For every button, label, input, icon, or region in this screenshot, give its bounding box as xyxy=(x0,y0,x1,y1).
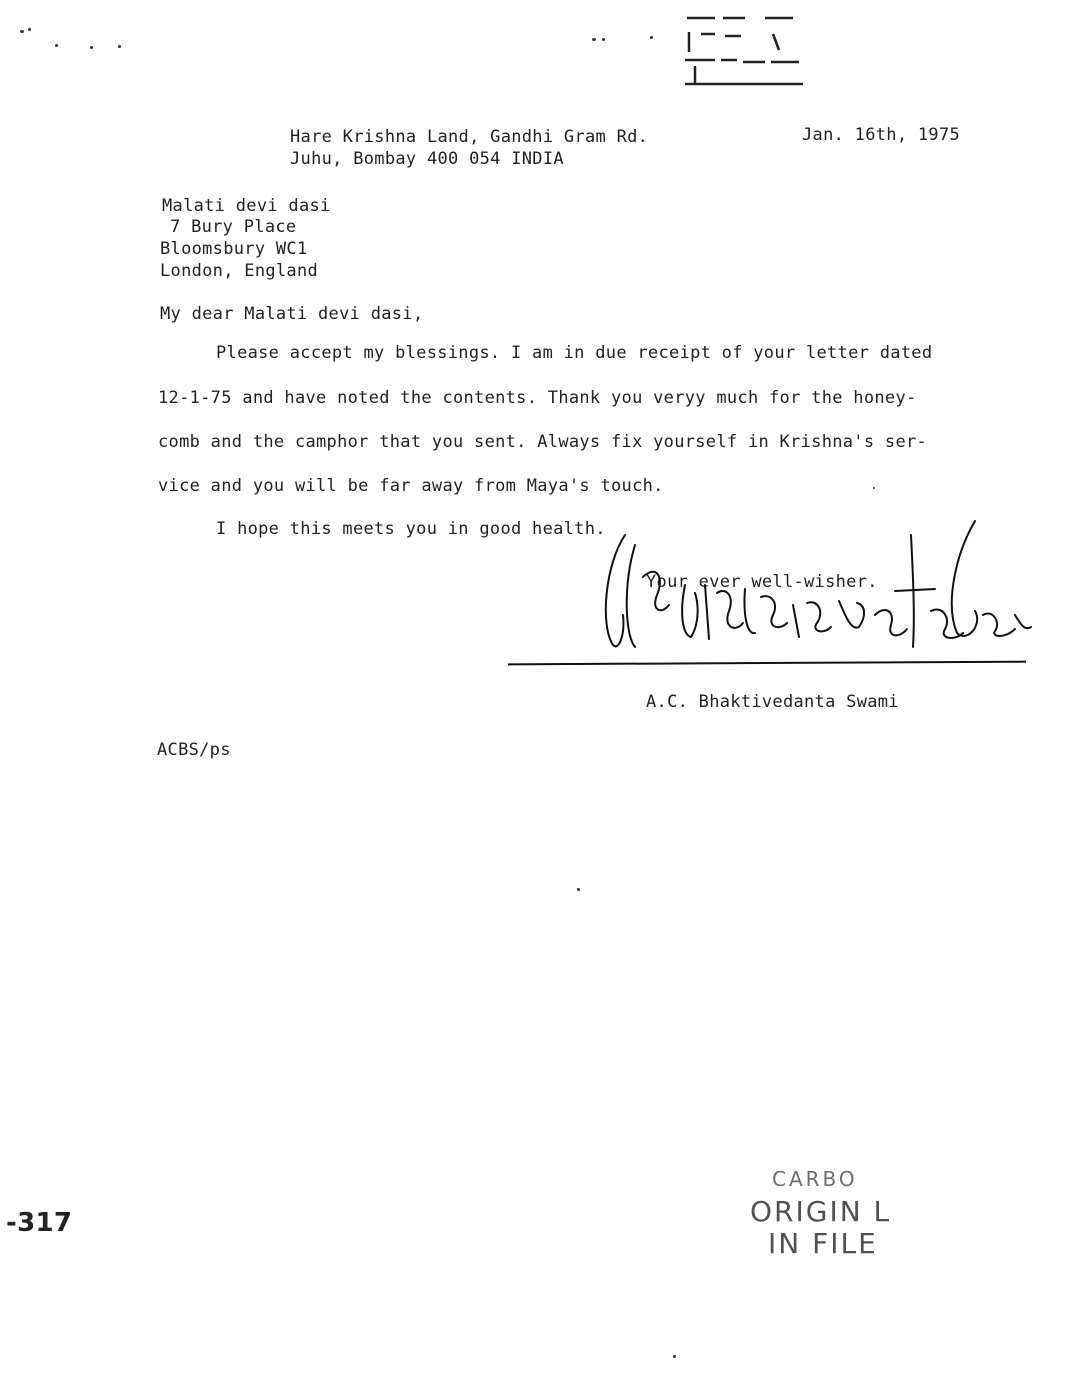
speck xyxy=(55,44,58,47)
speck xyxy=(577,888,580,891)
closing: Your ever well-wisher. xyxy=(646,572,878,592)
speck xyxy=(602,38,605,41)
letter-date: Jan. 16th, 1975 xyxy=(802,125,961,145)
recipient-name: Malati devi dasi xyxy=(162,196,331,216)
recipient-city: London, England xyxy=(160,261,319,281)
speck xyxy=(650,36,653,39)
signature-name: A.C. Bhaktivedanta Swami xyxy=(646,692,899,712)
stamp-line-2: ORIGIN L xyxy=(750,1195,892,1228)
body-line-2: 12-1-75 and have noted the contents. Thank you veryy much for the honey- xyxy=(158,388,917,408)
stamp-line-1: CARBO xyxy=(772,1167,858,1191)
speck xyxy=(673,1355,676,1358)
speck xyxy=(873,487,875,489)
speck xyxy=(118,45,121,48)
stamp-line-3: IN FILE xyxy=(768,1227,878,1260)
salutation: My dear Malati devi dasi, xyxy=(160,304,424,324)
top-stamp-mark xyxy=(675,12,815,92)
letterhead-address-line2: Juhu, Bombay 400 054 INDIA xyxy=(290,149,564,169)
margin-mark: -317 xyxy=(6,1208,73,1238)
body-line-3: comb and the camphor that you sent. Always fix yourself in Krishna's ser- xyxy=(158,432,928,452)
letterhead-address-line1: Hare Krishna Land, Gandhi Gram Rd. xyxy=(290,127,649,147)
handwritten-signature xyxy=(595,515,1035,665)
body-line-4: vice and you will be far away from Maya's touch. xyxy=(158,476,664,496)
speck xyxy=(20,30,24,33)
body-paragraph-2: I hope this meets you in good health. xyxy=(216,519,606,539)
speck xyxy=(592,38,596,41)
body-line-1: Please accept my blessings. I am in due receipt of your letter dated xyxy=(216,343,933,363)
reference-initials: ACBS/ps xyxy=(157,740,231,760)
recipient-district: Bloomsbury WC1 xyxy=(160,239,308,259)
recipient-street: 7 Bury Place xyxy=(170,217,297,237)
speck xyxy=(90,46,93,49)
speck xyxy=(28,28,31,31)
